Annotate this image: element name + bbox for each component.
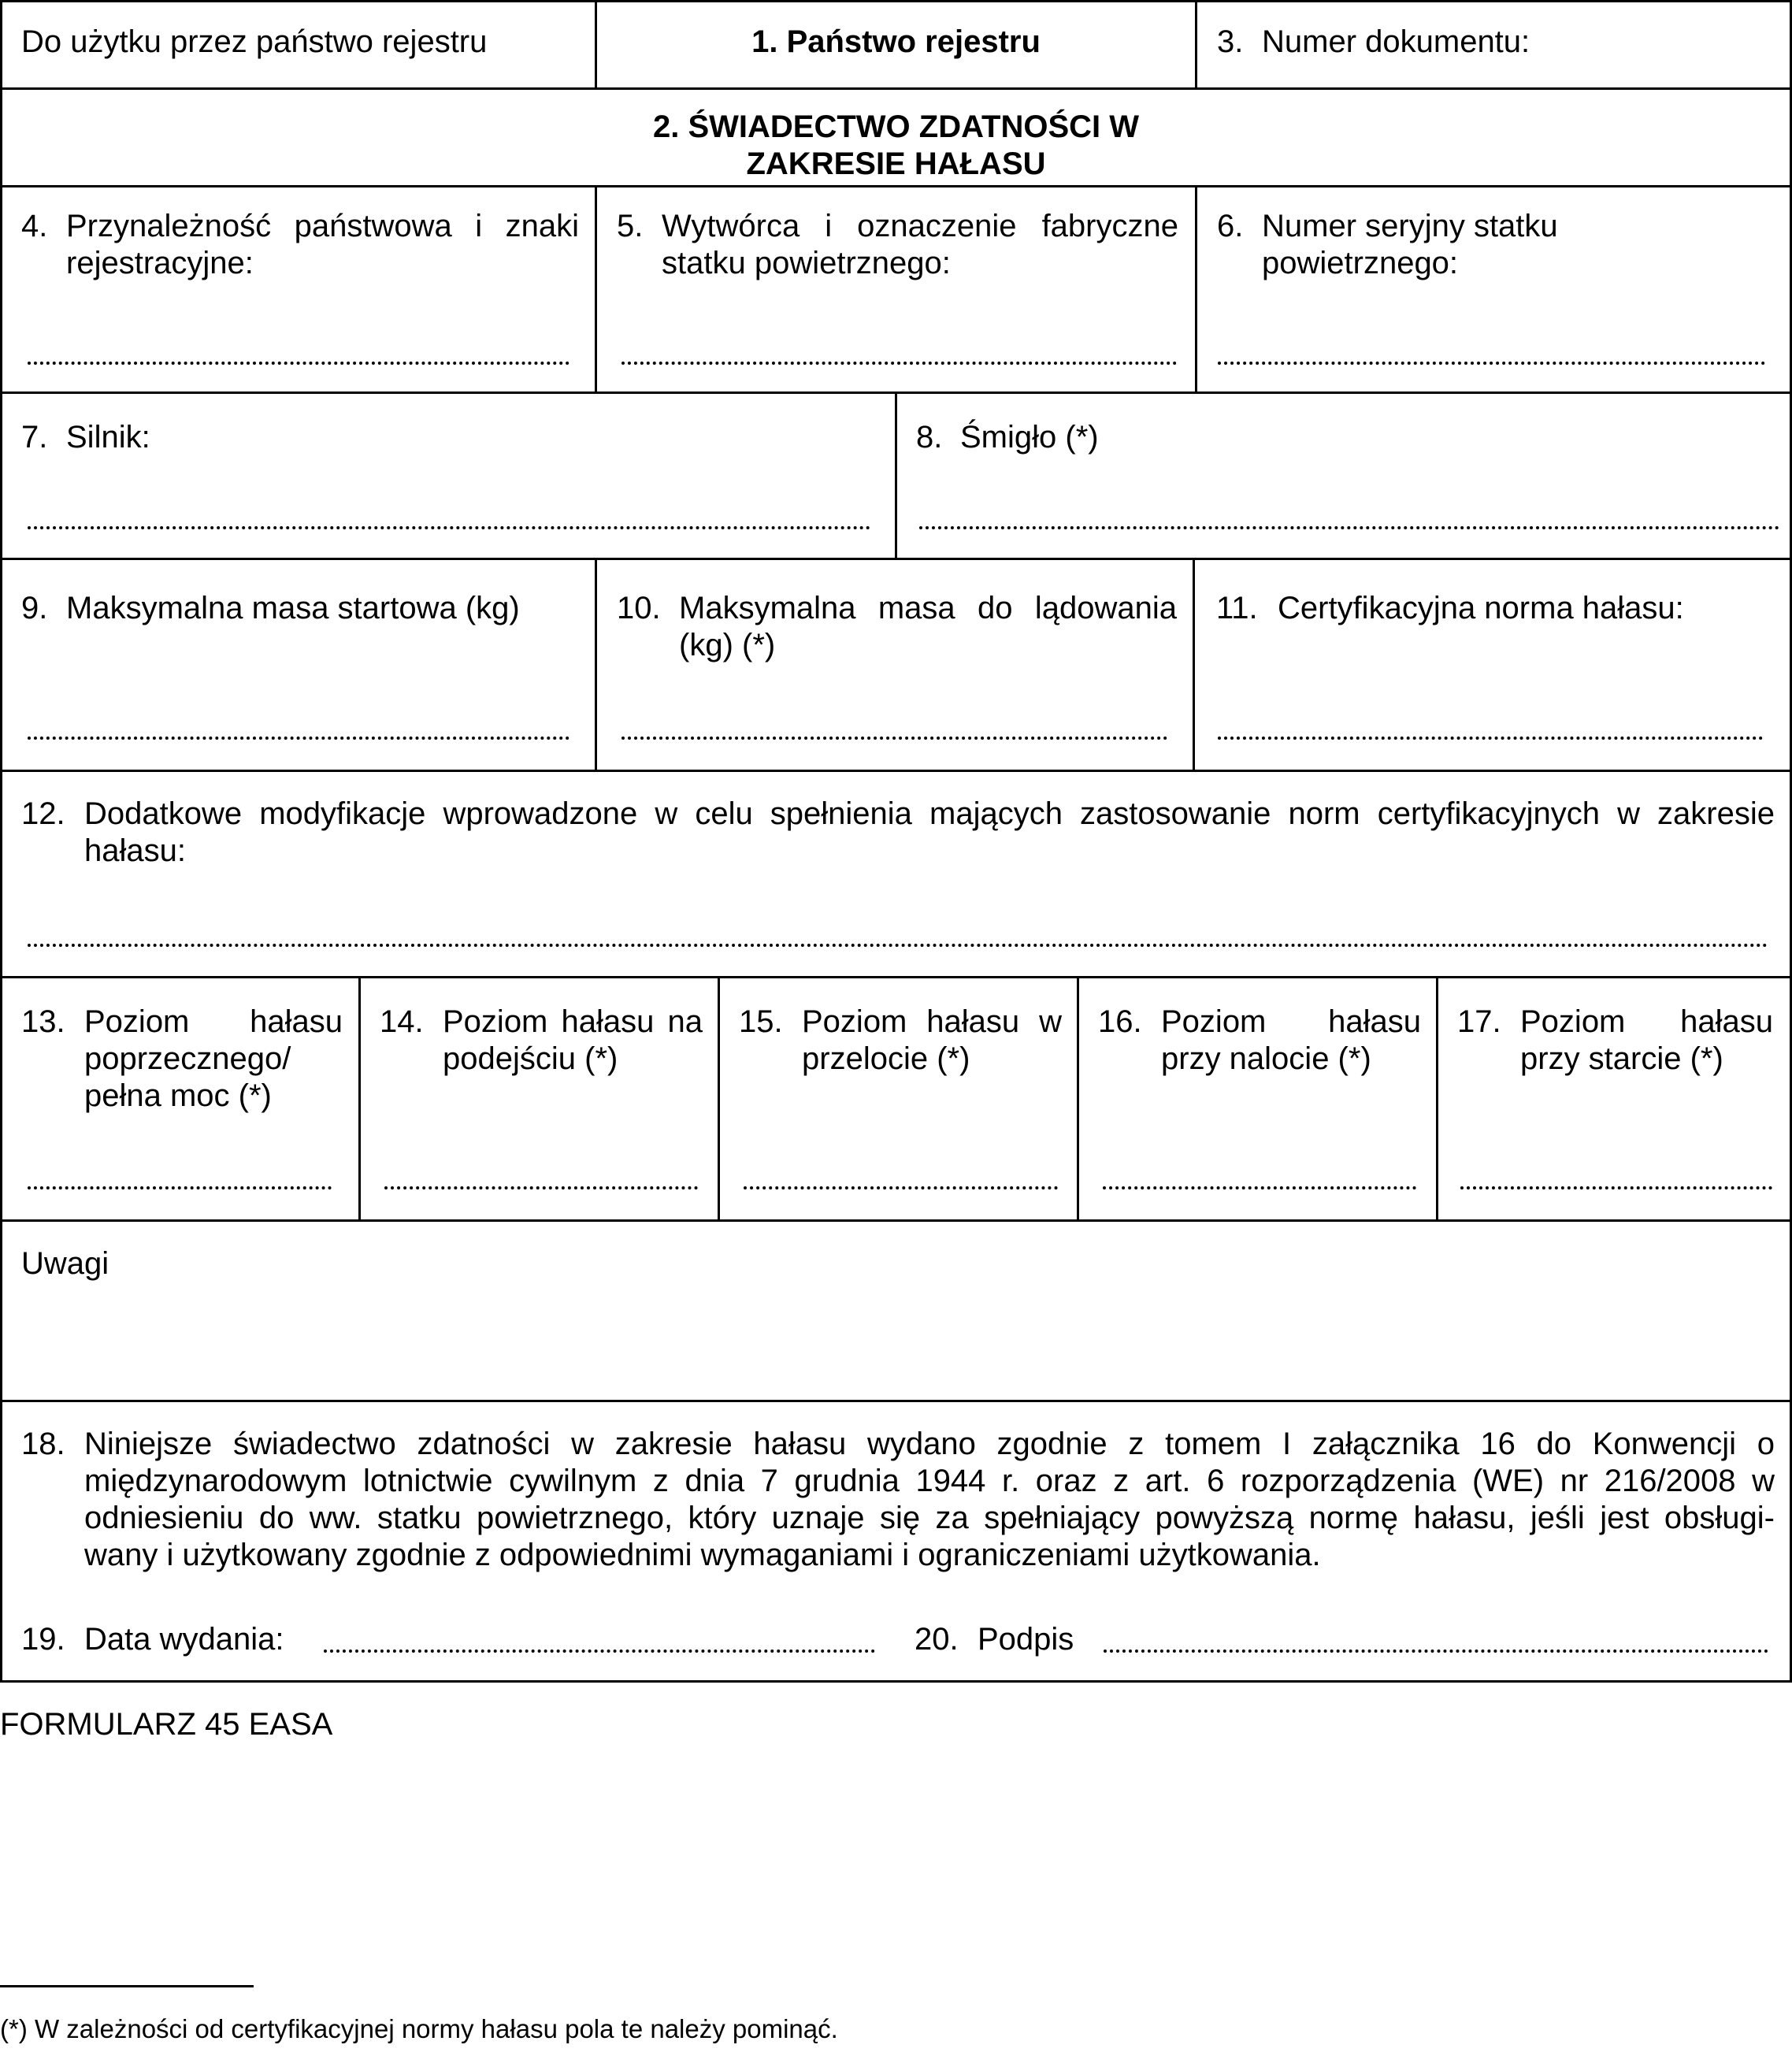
additional-modifications-label-cont: hałasu: <box>84 833 186 868</box>
approach-noise-cell <box>358 976 720 1222</box>
additional-modifications-label: Dodatkowe modyfikacje wprowadzone w celu spełnienia mających zastosowanie norm certyfikacyjnych w zakresie <box>84 796 1775 831</box>
overflight-noise-entry[interactable] <box>1103 1183 1416 1189</box>
approach-noise-entry[interactable] <box>384 1183 698 1189</box>
takeoff-noise-label: Poziom hałasu <box>1520 1004 1773 1039</box>
engine-label: Silnik: <box>66 420 150 455</box>
noise-standard-label: Certyfikacyjna norma hałasu: <box>1278 591 1684 625</box>
nationality-marks-label-cont: rejestracyjne: <box>66 246 254 280</box>
approach-noise-label: Poziom hałasu na <box>443 1004 703 1039</box>
max-landing-mass-label: Maksymalna masa do lądowania <box>679 591 1177 625</box>
field-number: 16. <box>1098 1004 1142 1039</box>
declaration-line-4: wany i użytkowany zgodnie z odpowiednimi wymaganiami i ograniczeniami użytkowania. <box>84 1538 1321 1572</box>
engine-cell <box>0 392 897 560</box>
title-cell <box>0 87 1792 187</box>
takeoff-noise-label-cont: przy starcie (*) <box>1520 1041 1723 1076</box>
field-number: 14. <box>380 1004 424 1039</box>
nationality-marks-entry[interactable] <box>28 358 570 365</box>
max-takeoff-mass-entry[interactable] <box>28 733 570 740</box>
footnote: (*) W zależności od certyfikacyjnej normy hałasu pola te należy pominąć. <box>0 2014 838 2043</box>
remarks-cell[interactable] <box>0 1219 1792 1402</box>
field-number: 13. <box>21 1004 65 1039</box>
additional-modifications-cell <box>0 770 1792 978</box>
remarks-label: Uwagi <box>21 1246 109 1281</box>
field-number: 5. <box>617 209 644 243</box>
title-line-2: ZAKRESIE HAŁASU <box>746 147 1046 181</box>
lateral-noise-entry[interactable] <box>28 1183 332 1189</box>
max-takeoff-mass-label: Maksymalna masa startowa (kg) <box>66 591 520 625</box>
field-number: 10. <box>617 591 661 625</box>
flyover-noise-label-cont: przelocie (*) <box>802 1041 970 1076</box>
field-number: 9. <box>21 591 48 625</box>
registry-use-cell <box>0 0 597 90</box>
field-number: 11. <box>1216 591 1258 625</box>
manufacturer-label: Wytwórca i oznaczenie fabryczne <box>662 209 1178 243</box>
additional-modifications-entry[interactable] <box>28 941 1768 947</box>
certificate-title <box>595 109 1197 183</box>
registry-use-label: Do użytku przez państwo rejestru <box>21 24 488 59</box>
noise-standard-entry[interactable] <box>1218 733 1763 740</box>
lateral-noise-label: Poziom hałasu <box>84 1004 343 1039</box>
propeller-cell <box>895 392 1792 560</box>
serial-number-label-cont: powietrznego: <box>1262 246 1459 280</box>
document-number-label: Numer dokumentu: <box>1262 24 1530 59</box>
field-number: 18. <box>21 1427 65 1461</box>
field-number: 6. <box>1217 209 1244 243</box>
max-takeoff-mass-cell <box>0 558 597 772</box>
flyover-noise-cell <box>718 976 1079 1222</box>
serial-number-cell <box>1195 185 1792 394</box>
approach-noise-label-cont: podejściu (*) <box>443 1041 618 1076</box>
declaration-line-1: Niniejsze świadectwo zdatności w zakresie hałasu wydano zgodnie z tomem I załącznika 16 do Konwencji o <box>84 1427 1775 1461</box>
state-of-registry-cell <box>595 0 1197 90</box>
field-number: 12. <box>21 796 65 831</box>
propeller-entry[interactable] <box>919 523 1779 529</box>
field-number: 17. <box>1457 1004 1501 1039</box>
footnote-separator <box>0 1985 254 1987</box>
overflight-noise-label-cont: przy nalocie (*) <box>1161 1041 1371 1076</box>
nationality-marks-label: Przynależność państwowa i znaki <box>66 209 579 243</box>
issue-date-label: Data wydania: <box>84 1622 284 1657</box>
propeller-label: Śmigło (*) <box>960 420 1099 455</box>
serial-number-label: Numer seryjny statku <box>1262 209 1558 243</box>
lateral-noise-label-cont2: pełna moc (*) <box>84 1078 272 1113</box>
max-landing-mass-label-cont: (kg) (*) <box>679 628 776 662</box>
lateral-noise-cell <box>0 976 361 1222</box>
manufacturer-label-cont: statku powietrznego: <box>662 246 951 280</box>
form-code: FORMULARZ 45 EASA <box>0 1707 333 1742</box>
overflight-noise-cell <box>1077 976 1438 1222</box>
lateral-noise-label-cont: poprzecznego/ <box>84 1041 291 1076</box>
field-number: 4. <box>21 209 48 243</box>
state-of-registry-label: 1. Państwo rejestru <box>751 24 1041 59</box>
field-number: 15. <box>739 1004 783 1039</box>
issue-date-entry[interactable] <box>324 1646 875 1653</box>
takeoff-noise-entry[interactable] <box>1460 1183 1772 1189</box>
flyover-noise-entry[interactable] <box>744 1183 1058 1189</box>
serial-number-entry[interactable] <box>1218 358 1765 365</box>
title-line-1: 2. ŚWIADECTWO ZDATNOŚCI W <box>653 109 1139 144</box>
engine-entry[interactable] <box>28 523 870 529</box>
manufacturer-entry[interactable] <box>621 358 1177 365</box>
noise-standard-cell <box>1193 558 1792 772</box>
manufacturer-cell <box>595 185 1197 394</box>
declaration-line-3: odniesieniu do ww. statku powietrznego, który uznaje się za spełniający powyższą normę hałasu, jeśli jest obsługi- <box>84 1501 1775 1535</box>
document-number-cell <box>1195 0 1792 90</box>
signature-entry[interactable] <box>1104 1646 1768 1653</box>
nationality-marks-cell <box>0 185 597 394</box>
takeoff-noise-cell <box>1436 976 1792 1222</box>
overflight-noise-label: Poziom hałasu <box>1161 1004 1421 1039</box>
declaration-line-2: międzynarodowym lotnictwie cywilnym z dnia 7 grudnia 1944 r. oraz z art. 6 rozporządzenia (WE) nr 216/2008 w <box>84 1464 1775 1498</box>
flyover-noise-label: Poziom hałasu w <box>802 1004 1062 1039</box>
field-number: 19. <box>21 1622 65 1657</box>
field-number: 3. <box>1217 24 1244 59</box>
declaration-cell <box>0 1400 1792 1683</box>
field-number: 8. <box>916 420 943 455</box>
max-landing-mass-entry[interactable] <box>621 733 1167 740</box>
field-number: 20. <box>915 1622 959 1657</box>
signature-label: Podpis <box>978 1622 1074 1657</box>
max-landing-mass-cell <box>595 558 1195 772</box>
field-number: 7. <box>21 420 48 455</box>
